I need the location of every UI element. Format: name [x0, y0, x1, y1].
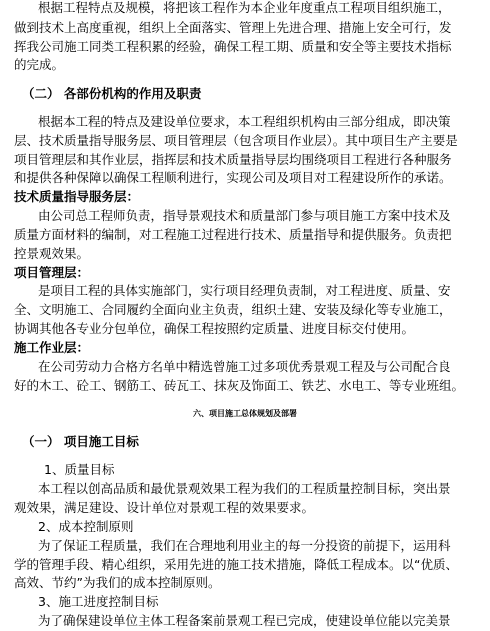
- goal-3-line-1: 为了确保建设单位主体工程备案前景观工程已完成，使建设单位能以完美景: [38, 613, 451, 628]
- chapter-heading-6: 六、项目施工总体规划及部署: [193, 409, 297, 418]
- para-3-line-3: 控景观效果。: [14, 246, 90, 261]
- goal-2-line-1: 为了保证工程质量，我们在合理地利用业主的每一分投资的前提下，运用科: [38, 538, 451, 553]
- goal-2-line-2: 学的管理手段、精心组织，采用先进的施工技术措施，降低工程成本。以“优质、: [14, 557, 458, 572]
- goal-1-title: 1、质量目标: [44, 462, 115, 477]
- para-1-line-1: 根据工程特点及规模，将把该工程作为本企业年度重点工程项目组织施工，: [38, 0, 451, 15]
- tech-quality-heading: 技术质量指导服务层：: [14, 189, 140, 204]
- project-management-heading: 项目管理层：: [14, 265, 90, 280]
- para-2-line-1: 根据本工程的特点及建设单位要求，本工程组织机构由三部分组成，即决策: [38, 114, 451, 129]
- work-layer-heading: 施工作业层：: [14, 340, 90, 355]
- para-3-line-2: 质量方面材料的编制，对工程施工过程进行技术、质量指导和提供服务。负责把: [14, 227, 452, 242]
- goal-2-title: 2、成本控制原则: [38, 519, 134, 534]
- section-heading-2: （二） 各部份机构的作用及职责: [22, 86, 202, 101]
- para-4-line-3: 协调其他各专业分包单位，确保工程按照约定质量、进度目标交付使用。: [14, 321, 415, 336]
- section-heading-6-1: （一） 项目施工目标: [22, 434, 139, 449]
- goal-1-line-2: 观效果，满足建设、设计单位对景观工程的效果要求。: [14, 500, 315, 515]
- goal-2-line-3: 高效、节约”为我们的成本控制原则。: [14, 575, 221, 590]
- para-1-line-3: 挥我公司施工同类工程积累的经验，确保工程工期、质量和安全等主要技术指标: [14, 39, 452, 54]
- goal-1-line-1: 本工程以创高品质和最优景观效果工程为我们的工程质量控制目标，突出景: [38, 481, 451, 496]
- para-4-line-2: 全、文明施工、合同履约全面向业主负责，组织土建、安装及绿化等专业施工，: [14, 302, 452, 317]
- para-1-line-4: 的完成。: [14, 57, 65, 72]
- goal-3-title: 3、施工进度控制目标: [38, 594, 159, 609]
- para-2-line-4: 和提供各种保障以确保工程顺利进行，实现公司及项目对工程建设所作的承诺。: [14, 170, 452, 185]
- para-5-line-1: 在公司劳动力合格方名单中精选曾施工过多项优秀景观工程及与公司配合良: [38, 359, 451, 374]
- para-4-line-1: 是项目工程的具体实施部门，实行项目经理负责制，对工程进度、质量、安: [38, 283, 451, 298]
- para-3-line-1: 由公司总工程师负责，指导景观技术和质量部门参与项目施工方案中技术及: [38, 208, 451, 223]
- para-2-line-3: 项目管理层和其作业层，指挥层和技术质量指导层均围绕项目工程进行各种服务: [14, 152, 452, 167]
- para-1-line-2: 做到技术上高度重视，组织上全面落实、管理上先进合理、措施上安全可行，发: [14, 20, 452, 35]
- para-2-line-2: 层、技术质量指导服务层、项目管理层（包含项目作业层）。其中项目生产主要是: [14, 133, 458, 148]
- para-5-line-2: 好的木工、砼工、钢筋工、砖瓦工、抹灰及饰面工、铁艺、水电工、等专业班组。: [14, 378, 465, 393]
